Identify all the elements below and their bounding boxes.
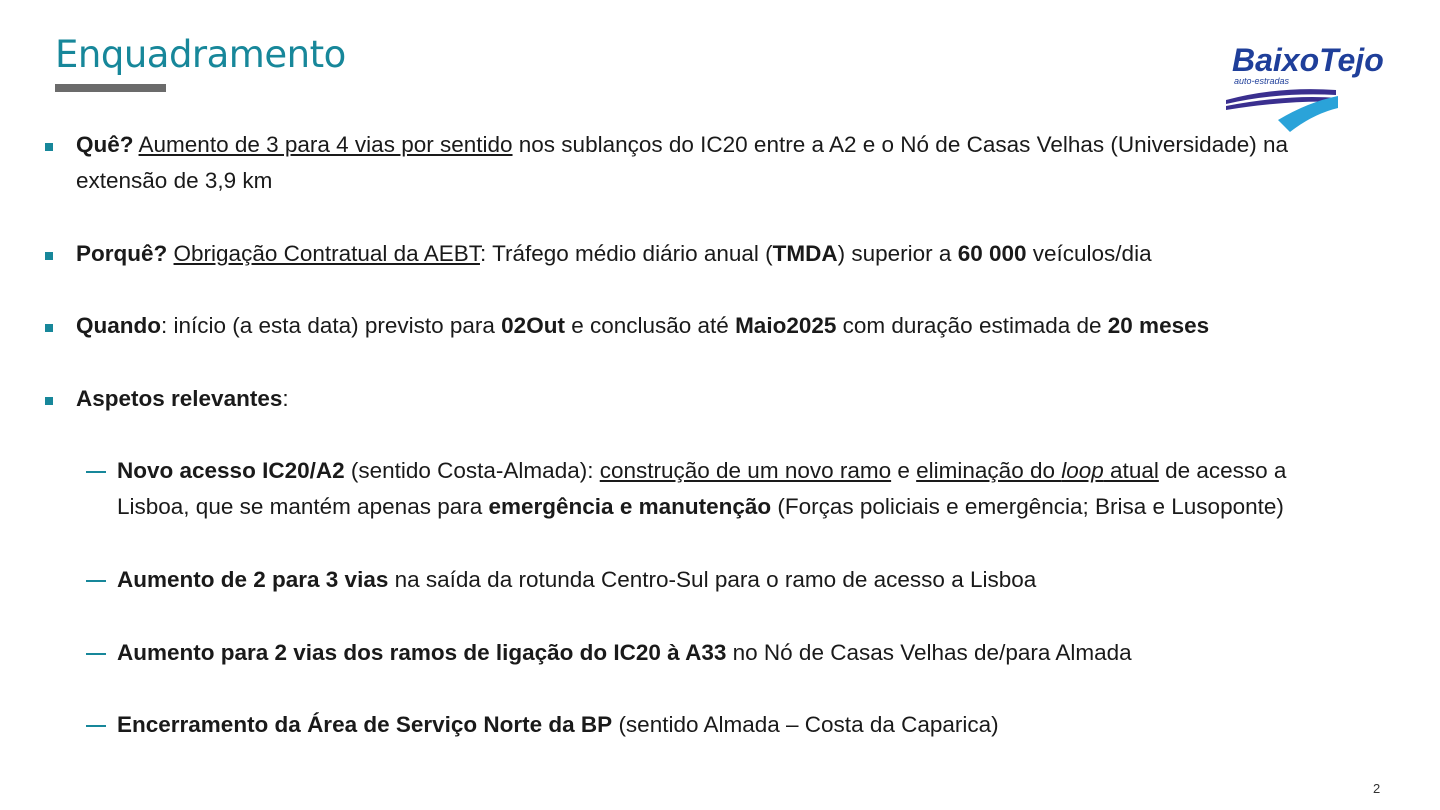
sub-aumento-ramos-bold: Aumento para 2 vias dos ramos de ligação do IC20 à A33 [117,640,727,665]
bullet-aspetos-label: Aspetos relevantes [76,386,283,411]
sub-aumento-2-3-text: na saída da rotunda Centro-Sul para o ramo de acesso a Lisboa [388,567,1037,592]
title-underline-bar [55,84,166,92]
bullet-porque-text: : Tráfego médio diário anual ( [479,241,773,266]
bullet-quando-text: : início (a esta data) previsto para [161,313,502,338]
bullet-quando-text: com duração estimada de [836,313,1108,338]
baixotejo-logo [1218,40,1408,136]
bullet-marker [45,324,53,332]
sub-aumento-2-3 [117,562,1036,598]
sub-novo-acesso-u-text: eliminação do [916,458,1062,483]
sub-novo-acesso-line2 [117,489,1284,525]
bullet-porque-text: ) superior a [837,241,958,266]
sub-encerramento [117,707,999,743]
sub-novo-acesso-bold: Novo acesso IC20/A2 [117,458,345,483]
bullet-porque-bold: 60 000 [957,241,1027,266]
bullet-que-line2 [76,163,272,199]
sub-encerramento-bold: Encerramento da Área de Serviço Norte da BP [117,712,613,737]
bullet-aspetos-suffix: : [282,386,289,411]
slide-title: Enquadramento [55,33,346,76]
sub-novo-acesso-italic: loop [1061,458,1104,483]
sub-novo-acesso-text: e [891,458,917,483]
sub-aumento-ramos [117,635,1132,671]
bullet-quando-bold: 20 meses [1107,313,1210,338]
logo-name: BaixoTejo [1232,42,1384,78]
sub-novo-acesso-bold: emergência e manutenção [488,494,772,519]
sub-bullet-dash [86,471,106,473]
sub-aumento-2-3-bold: Aumento de 2 para 3 vias [117,567,389,592]
sub-novo-acesso [117,453,1286,489]
bullet-aspetos [76,381,289,417]
bullet-marker [45,252,53,260]
sub-encerramento-text: (sentido Almada – Costa da Caparica) [612,712,999,737]
sub-novo-acesso-text: de acesso a [1158,458,1287,483]
bullet-que-text2: extensão de 3,9 km [76,168,273,193]
bullet-marker [45,397,53,405]
bullet-porque [76,236,1152,272]
bullet-que-label: Quê? [76,132,134,157]
sub-novo-acesso-underlined: construção de um novo ramo [599,458,892,483]
sub-bullet-dash [86,725,106,727]
page-number: 2 [1373,781,1381,796]
bullet-que [76,127,1288,163]
bullet-porque-bold: TMDA [772,241,838,266]
sub-novo-acesso-text: (sentido Costa-Almada): [344,458,600,483]
bullet-marker [45,143,53,151]
bullet-que-text1: nos sublanços do IC20 entre a A2 e o Nó de Casas Velhas (Universidade) na [512,132,1289,157]
bullet-porque-label: Porquê? [76,241,168,266]
bullet-quando [76,308,1209,344]
bullet-quando-bold: Maio2025 [735,313,837,338]
bullet-quando-bold: 02Out [501,313,565,338]
sub-novo-acesso-text: (Forças policiais e emergência; Brisa e Lusoponte) [771,494,1284,519]
sub-novo-acesso-text: Lisboa, que se mantém apenas para [117,494,489,519]
bullet-que-underlined: Aumento de 3 para 4 vias por sentido [138,132,513,157]
sub-novo-acesso-underlined-loop [916,458,1159,483]
sub-aumento-ramos-text: no Nó de Casas Velhas de/para Almada [726,640,1132,665]
bullet-porque-underlined: Obrigação Contratual da AEBT [173,241,480,266]
sub-novo-acesso-u-text: atual [1103,458,1159,483]
bullet-porque-text: veículos/dia [1026,241,1152,266]
logo-tagline: auto-estradas [1234,76,1290,86]
bullet-quando-text: e conclusão até [564,313,736,338]
sub-bullet-dash [86,653,106,655]
bullet-quando-label: Quando [76,313,161,338]
sub-bullet-dash [86,580,106,582]
